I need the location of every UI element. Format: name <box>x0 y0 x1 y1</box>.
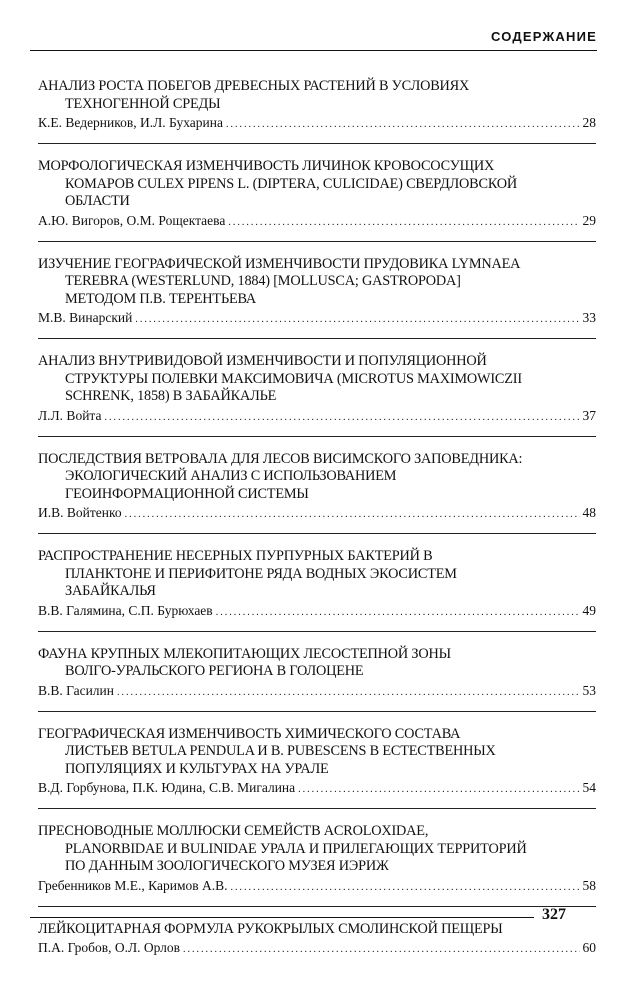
entry-title-line: PLANORBIDAE И BULINIDAE УРАЛА И ПРИЛЕГАЮЩИХ ТЕРРИТОРИЙ <box>65 840 527 857</box>
entry-title-line: ИЗУЧЕНИЕ ГЕОГРАФИЧЕСКОЙ ИЗМЕНЧИВОСТИ ПРУДОВИКА LYMNAEA <box>38 255 521 272</box>
toc-entry[interactable] <box>38 158 596 242</box>
entry-page-number: 54 <box>582 780 596 795</box>
entry-authors-row <box>38 504 596 534</box>
entry-page-number: 29 <box>582 212 596 228</box>
entry-title-line: ВОЛГО-УРАЛЬСКОГО РЕГИОНА В ГОЛОЦЕНЕ <box>65 663 364 679</box>
entry-title-line: ПРЕСНОВОДНЫЕ МОЛЛЮСКИ СЕМЕЙСТВ ACROLOXIDAE, <box>38 823 429 839</box>
entry-authors-row <box>38 939 596 968</box>
dot-leader <box>183 941 579 959</box>
entry-title <box>38 726 596 779</box>
entry-title-line: ОБЛАСТИ <box>65 193 130 209</box>
entry-title <box>38 256 596 309</box>
entry-authors: В.В. Гасилин <box>38 682 114 698</box>
toc-entry[interactable] <box>38 78 596 144</box>
entry-title-line: АНАЛИЗ РОСТА ПОБЕГОВ ДРЕВЕСНЫХ РАСТЕНИЙ В УСЛОВИЯХ <box>38 78 470 94</box>
entry-authors: Л.Л. Войта <box>38 407 102 423</box>
entry-authors: А.Ю. Вигоров, О.М. Рощектаева <box>38 212 226 228</box>
dot-leader <box>117 684 580 702</box>
entry-authors-row <box>38 407 596 437</box>
dot-leader <box>135 311 579 329</box>
toc-entry[interactable] <box>38 726 596 810</box>
dot-leader <box>125 506 580 524</box>
toc-entry[interactable] <box>38 353 596 437</box>
page-number: 327 <box>542 906 566 923</box>
entry-title-line: МЕТОДОМ П.В. ТЕРЕНТЬЕВА <box>65 290 257 307</box>
toc-entry[interactable] <box>38 256 596 340</box>
entry-page-number: 53 <box>582 682 596 698</box>
entry-authors: П.А. Гробов, О.Л. Орлов <box>38 940 181 955</box>
running-head: СОДЕРЖАНИЕ <box>491 29 597 44</box>
entry-title <box>38 78 596 113</box>
entry-title-line: МОРФОЛОГИЧЕСКАЯ ИЗМЕНЧИВОСТЬ ЛИЧИНОК КРОВОСОСУЩИХ <box>38 158 495 174</box>
toc-entry[interactable] <box>38 548 596 632</box>
entry-title-line: КОМАРОВ CULEX PIPENS L. (DIPTERA, CULICIDAE) СВЕРДЛОВСКОЙ <box>65 175 518 192</box>
entry-title <box>38 921 596 939</box>
entry-title-line: АНАЛИЗ ВНУТРИВИДОВОЙ ИЗМЕНЧИВОСТИ И ПОПУЛЯЦИОННОЙ <box>38 353 487 369</box>
entry-title-line: ФАУНА КРУПНЫХ МЛЕКОПИТАЮЩИХ ЛЕСОСТЕПНОЙ ЗОНЫ <box>38 645 451 662</box>
toc-entry[interactable] <box>38 451 596 535</box>
entry-authors: И.В. Войтенко <box>38 505 122 520</box>
header-rule <box>30 50 597 51</box>
entry-title-line: РАСПРОСТРАНЕНИЕ НЕСЕРНЫХ ПУРПУРНЫХ БАКТЕРИЙ В <box>38 548 433 564</box>
entry-title-line: ЗАБАЙКАЛЬЯ <box>65 583 156 599</box>
entry-title-line: ЭКОЛОГИЧЕСКИЙ АНАЛИЗ С ИСПОЛЬЗОВАНИЕМ <box>65 468 397 484</box>
entry-title-line: ПОПУЛЯЦИЯХ И КУЛЬТУРАХ НА УРАЛЕ <box>65 760 329 777</box>
entry-page-number: 33 <box>582 310 596 325</box>
toc-entry[interactable] <box>38 646 596 712</box>
dot-leader <box>228 214 579 232</box>
entry-title-line: ПОСЛЕДСТВИЯ ВЕТРОВАЛА ДЛЯ ЛЕСОВ ВИСИМСКОГО ЗАПОВЕДНИКА: <box>38 450 523 467</box>
entry-title-line: ГЕОИНФОРМАЦИОННОЙ СИСТЕМЫ <box>65 485 309 502</box>
entry-authors-row <box>38 212 596 242</box>
entry-title-line: SCHRENK, 1858) В ЗАБАЙКАЛЬЕ <box>65 388 277 404</box>
entry-authors: Гребенников М.Е., Каримов А.В. <box>38 877 228 893</box>
entry-title <box>38 823 596 876</box>
entry-title-line: ТЕХНОГЕННОЙ СРЕДЫ <box>65 95 221 112</box>
entry-authors: В.В. Галямина, С.П. Бурюхаев <box>38 602 213 618</box>
entry-page-number: 37 <box>582 407 596 423</box>
entry-page-number: 58 <box>582 877 596 893</box>
entry-authors-row <box>38 779 596 809</box>
entry-authors: К.Е. Ведерников, И.Л. Бухарина <box>38 115 223 130</box>
dot-leader <box>298 781 579 799</box>
entry-title-line: ПО ДАННЫМ ЗООЛОГИЧЕСКОГО МУЗЕЯ ИЭРИЖ <box>65 858 389 874</box>
entry-authors-row <box>38 602 596 632</box>
entry-title-line: ЛЕЙКОЦИТАРНАЯ ФОРМУЛА РУКОКРЫЛЫХ СМОЛИНСКОЙ ПЕЩЕРЫ <box>38 920 503 937</box>
dot-leader <box>216 604 580 622</box>
entry-authors-row <box>38 877 596 907</box>
dot-leader <box>231 879 580 897</box>
dot-leader <box>226 116 580 134</box>
entry-page-number: 49 <box>582 602 596 618</box>
footer-rule <box>30 917 534 918</box>
entry-authors-row <box>38 309 596 339</box>
entry-page-number: 48 <box>582 505 596 520</box>
entry-title-line: TEREBRA (WESTERLUND, 1884) [MOLLUSCA; GASTROPODA] <box>65 273 461 289</box>
entry-title-line: ПЛАНКТОНЕ И ПЕРИФИТОНЕ РЯДА ВОДНЫХ ЭКОСИСТЕМ <box>65 565 457 582</box>
entry-title <box>38 548 596 601</box>
entry-page-number: 60 <box>582 940 596 955</box>
entry-authors: М.В. Винарский <box>38 310 133 325</box>
entry-title-line: ЛИСТЬЕВ BETULA PENDULA И В. PUBESCENS В ЕСТЕСТВЕННЫХ <box>65 743 496 759</box>
dot-leader <box>104 409 579 427</box>
entry-title-line: СТРУКТУРЫ ПОЛЕВКИ МАКСИМОВИЧА (MICROTUS MAXIMOWICZII <box>65 370 522 387</box>
entry-title <box>38 646 596 681</box>
entry-authors-row <box>38 682 596 712</box>
table-of-contents <box>38 78 596 982</box>
toc-entry[interactable] <box>38 823 596 907</box>
entry-authors-row <box>38 114 596 144</box>
entry-page-number: 28 <box>582 115 596 130</box>
entry-title <box>38 353 596 406</box>
toc-entry[interactable] <box>38 921 596 969</box>
entry-title <box>38 451 596 504</box>
entry-title-line: ГЕОГРАФИЧЕСКАЯ ИЗМЕНЧИВОСТЬ ХИМИЧЕСКОГО СОСТАВА <box>38 725 461 742</box>
entry-title <box>38 158 596 211</box>
entry-authors: В.Д. Горбунова, П.К. Юдина, С.В. Мигалина <box>38 780 296 795</box>
